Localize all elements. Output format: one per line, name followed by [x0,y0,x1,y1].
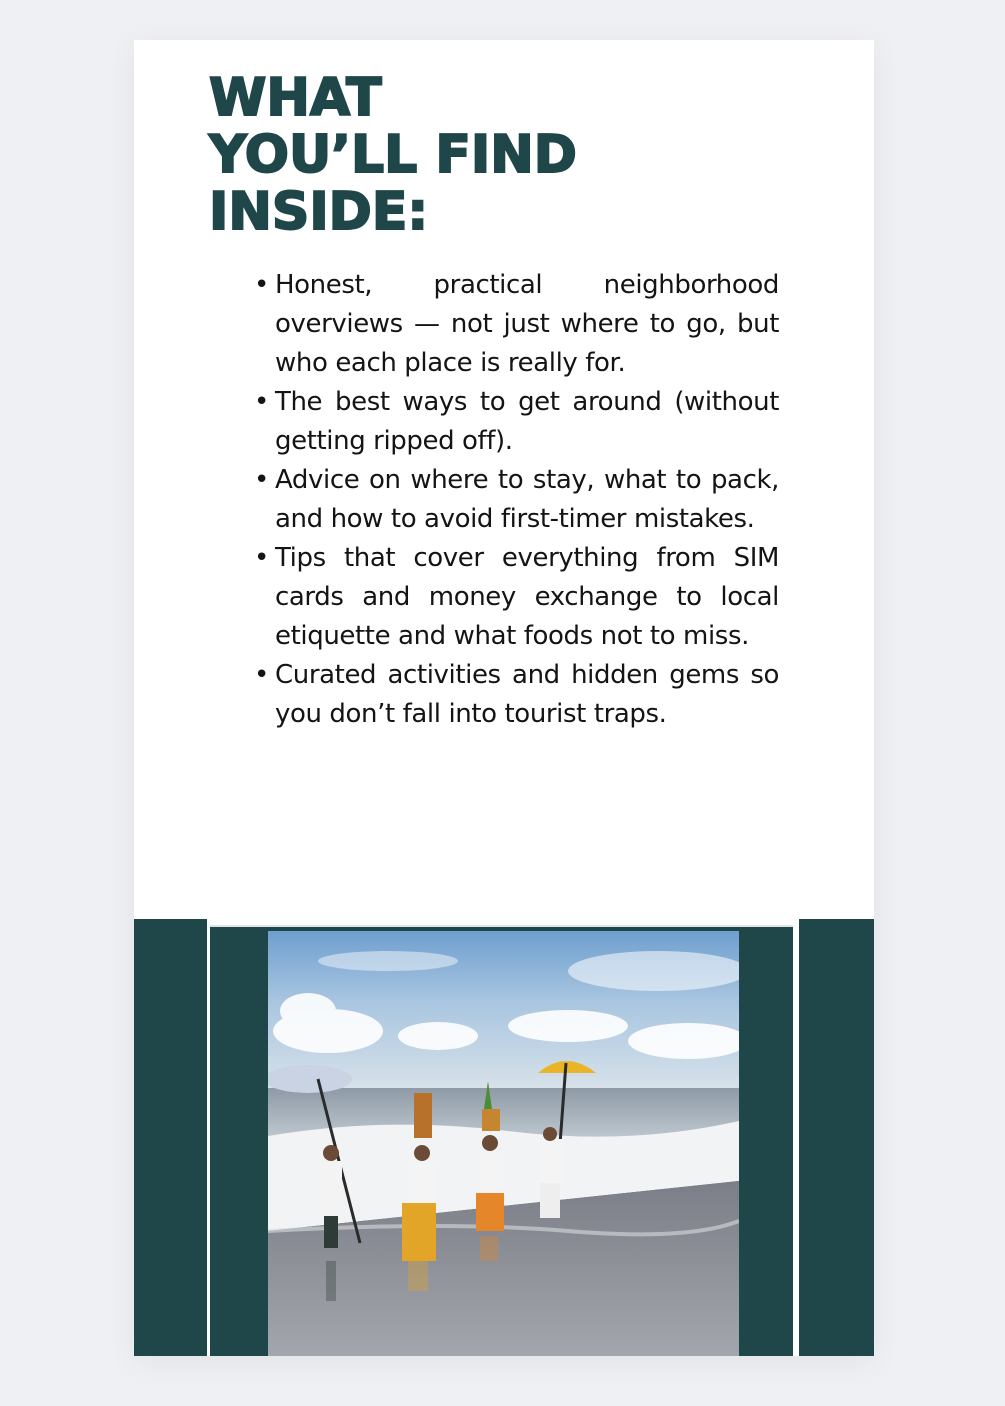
photo-frame-right [793,919,799,1356]
list-item-text: Honest, practical neighborhood overviews — not just where to go, but who each place is really for. [275,270,779,378]
bullet-icon: • [254,465,269,495]
bullet-icon: • [254,660,269,690]
section-heading: WHAT YOU’LL FIND INSIDE: [209,68,577,242]
list-item [254,461,779,539]
bullet-icon: • [254,387,269,417]
list-item-text: Curated activities and hidden gems so you don’t fall into tourist traps. [275,660,779,729]
list-item [254,383,779,461]
feature-list [254,266,779,734]
list-item [254,266,779,383]
list-item [254,656,779,734]
bullet-icon: • [254,543,269,573]
photo-frame-left [207,919,210,1356]
photo-frame-top [207,919,799,927]
guide-page [134,40,874,1356]
list-item-text: Advice on where to stay, what to pack, and how to avoid first-timer mistakes. [275,465,779,534]
photo-band [134,919,874,1356]
list-item-text: Tips that cover everything from SIM cards and money exchange to local etiquette and what foods not to miss. [275,543,779,651]
beach-procession-photo [268,931,739,1356]
bullet-icon: • [254,270,269,300]
list-item [254,539,779,656]
list-item-text: The best ways to get around (without getting ripped off). [275,387,779,456]
